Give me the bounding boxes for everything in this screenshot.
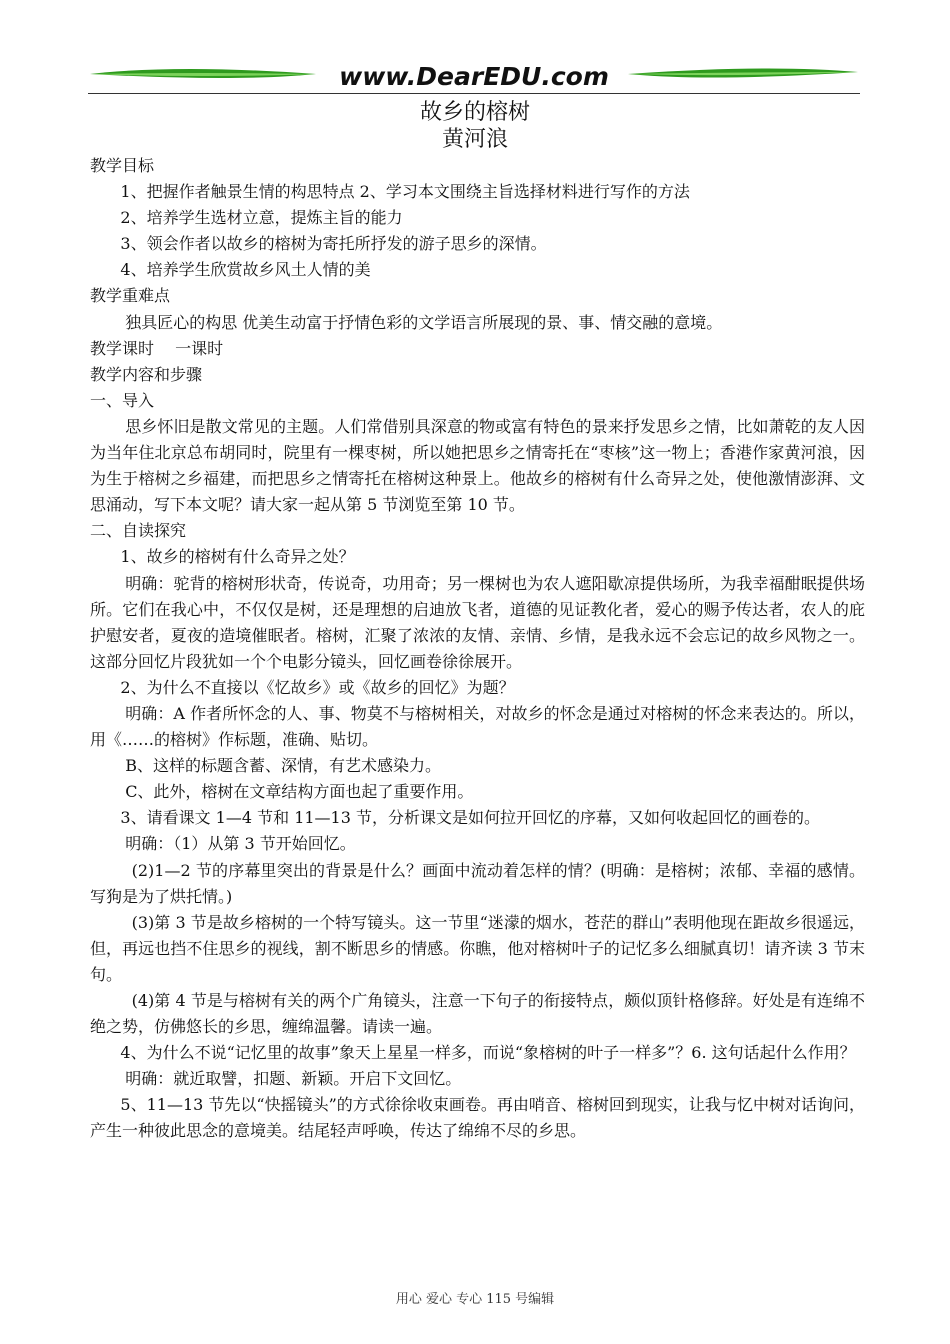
site-name: www.DearEDU.com <box>339 62 609 91</box>
page-title: 故乡的榕树 <box>419 100 530 125</box>
section-heading: 一、导入 <box>90 390 155 410</box>
paragraph: 3、请看课文 1—4 节和 11—13 节，分析课文是如何拉开回忆的序幕，又如何收起回忆的画卷的。 <box>120 808 820 828</box>
header-rule <box>88 93 860 94</box>
paragraph: 思乡怀旧是散文常见的主题。人们常借别具深意的物或富有特色的景来抒发思乡之情，比如萧乾的友人因为当年住北京总布胡同时，院里有一棵枣树，所以她把思乡之情寄托在“枣核”这一物上；香港作家黄河浪，因为生于榕树之乡福建，而把思乡之情寄托在榕树这种景上。他故乡的榕树有什么奇异之处，使他激情澎湃、文思涌动，写下本文呢？请大家一起从第 5 节浏览至第 10 节。 <box>90 416 865 515</box>
document-body <box>90 153 865 1145</box>
paragraph: 4、培养学生欣赏故乡风土人情的美 <box>120 260 371 280</box>
section-heading: 二、自读探究 <box>90 521 187 541</box>
paragraph: 明确：就近取譬，扣题、新颖。开启下文回忆。 <box>125 1069 462 1089</box>
paragraph: C、此外，榕树在文章结构方面也起了重要作用。 <box>125 782 474 802</box>
paragraph: 3、领会作者以故乡的榕树为寄托所抒发的游子思乡的深情。 <box>120 234 547 254</box>
paragraph: 明确：（1）从第 3 节开始回忆。 <box>125 834 356 854</box>
paragraph: B、这样的标题含蓄、深情，有艺术感染力。 <box>125 756 441 776</box>
paragraph: 2、培养学生选材立意，提炼主旨的能力 <box>120 208 403 228</box>
section-heading: 教学课时 一课时 <box>90 338 224 358</box>
page-footer: 用心 爱心 专心 115 号编辑 <box>395 1292 555 1307</box>
paragraph: 5、11—13 节先以“快摇镜头”的方式徐徐收束画卷。再由哨音、榕树回到现实，让我与忆中树对话询问，产生一种彼此思念的意境美。结尾轻声呼唤，传达了绵绵不尽的乡思。 <box>90 1095 865 1141</box>
section-heading: 教学内容和步骤 <box>90 364 203 384</box>
paragraph: 1、把握作者触景生情的构思特点 2、学习本文围绕主旨选择材料进行写作的方法 <box>120 182 690 202</box>
paragraph: (3)第 3 节是故乡榕树的一个特写镜头。这一节里“迷濛的烟水，苍茫的群山”表明他现在距故乡很遥远，但，再远也挡不住思乡的视线，割不断思乡的情感。你瞧，他对榕树叶子的记忆多么细腻真切！请齐读 3 节末句。 <box>90 912 865 984</box>
author-name: 黄河浪 <box>441 127 508 152</box>
paragraph: (2)1—2 节的序幕里突出的背景是什么？画面中流动着怎样的情？(明确：是榕树；浓郁、幸福的感情。写狗是为了烘托情。) <box>90 860 865 906</box>
paragraph: (4)第 4 节是与榕树有关的两个广角镜头，注意一下句子的衔接特点，颇似顶针格修辞。好处是有连绵不绝之势，仿佛悠长的乡思，缠绵温馨。请读一遍。 <box>90 991 865 1037</box>
site-banner <box>88 60 860 96</box>
paragraph: 独具匠心的构思 优美生动富于抒情色彩的文学语言所展现的景、事、情交融的意境。 <box>125 312 723 332</box>
section-heading: 教学目标 <box>90 156 155 175</box>
paragraph: 2、为什么不直接以《忆故乡》或《故乡的回忆》为题？ <box>120 677 515 697</box>
paragraph: 明确：A 作者所怀念的人、事、物莫不与榕树相关，对故乡的怀念是通过对榕树的怀念来表达的。所以，用《……的榕树》作标题，准确、贴切。 <box>90 703 865 750</box>
paragraph: 1、故乡的榕树有什么奇异之处？ <box>120 547 355 567</box>
paragraph: 4、为什么不说“记忆里的故事”象天上星星一样多，而说“象榕树的叶子一样多”？6. 这句话起什么作用？ <box>120 1043 856 1063</box>
paragraph: 明确：驼背的榕树形状奇，传说奇，功用奇；另一棵树也为农人遮阳歇凉提供场所，为我幸福酣眠提供场所。它们在我心中，不仅仅是树，还是理想的启迪放飞者，道德的见证教化者，爱心的赐予传达者，农人的庇护慰安者，夏夜的造境催眠者。榕树，汇聚了浓浓的友情、亲情、乡情，是我永远不会忘记的故乡风物之一。这部分回忆片段犹如一个个电影分镜头，回忆画卷徐徐展开。 <box>90 573 865 671</box>
section-heading: 教学重难点 <box>90 286 171 306</box>
